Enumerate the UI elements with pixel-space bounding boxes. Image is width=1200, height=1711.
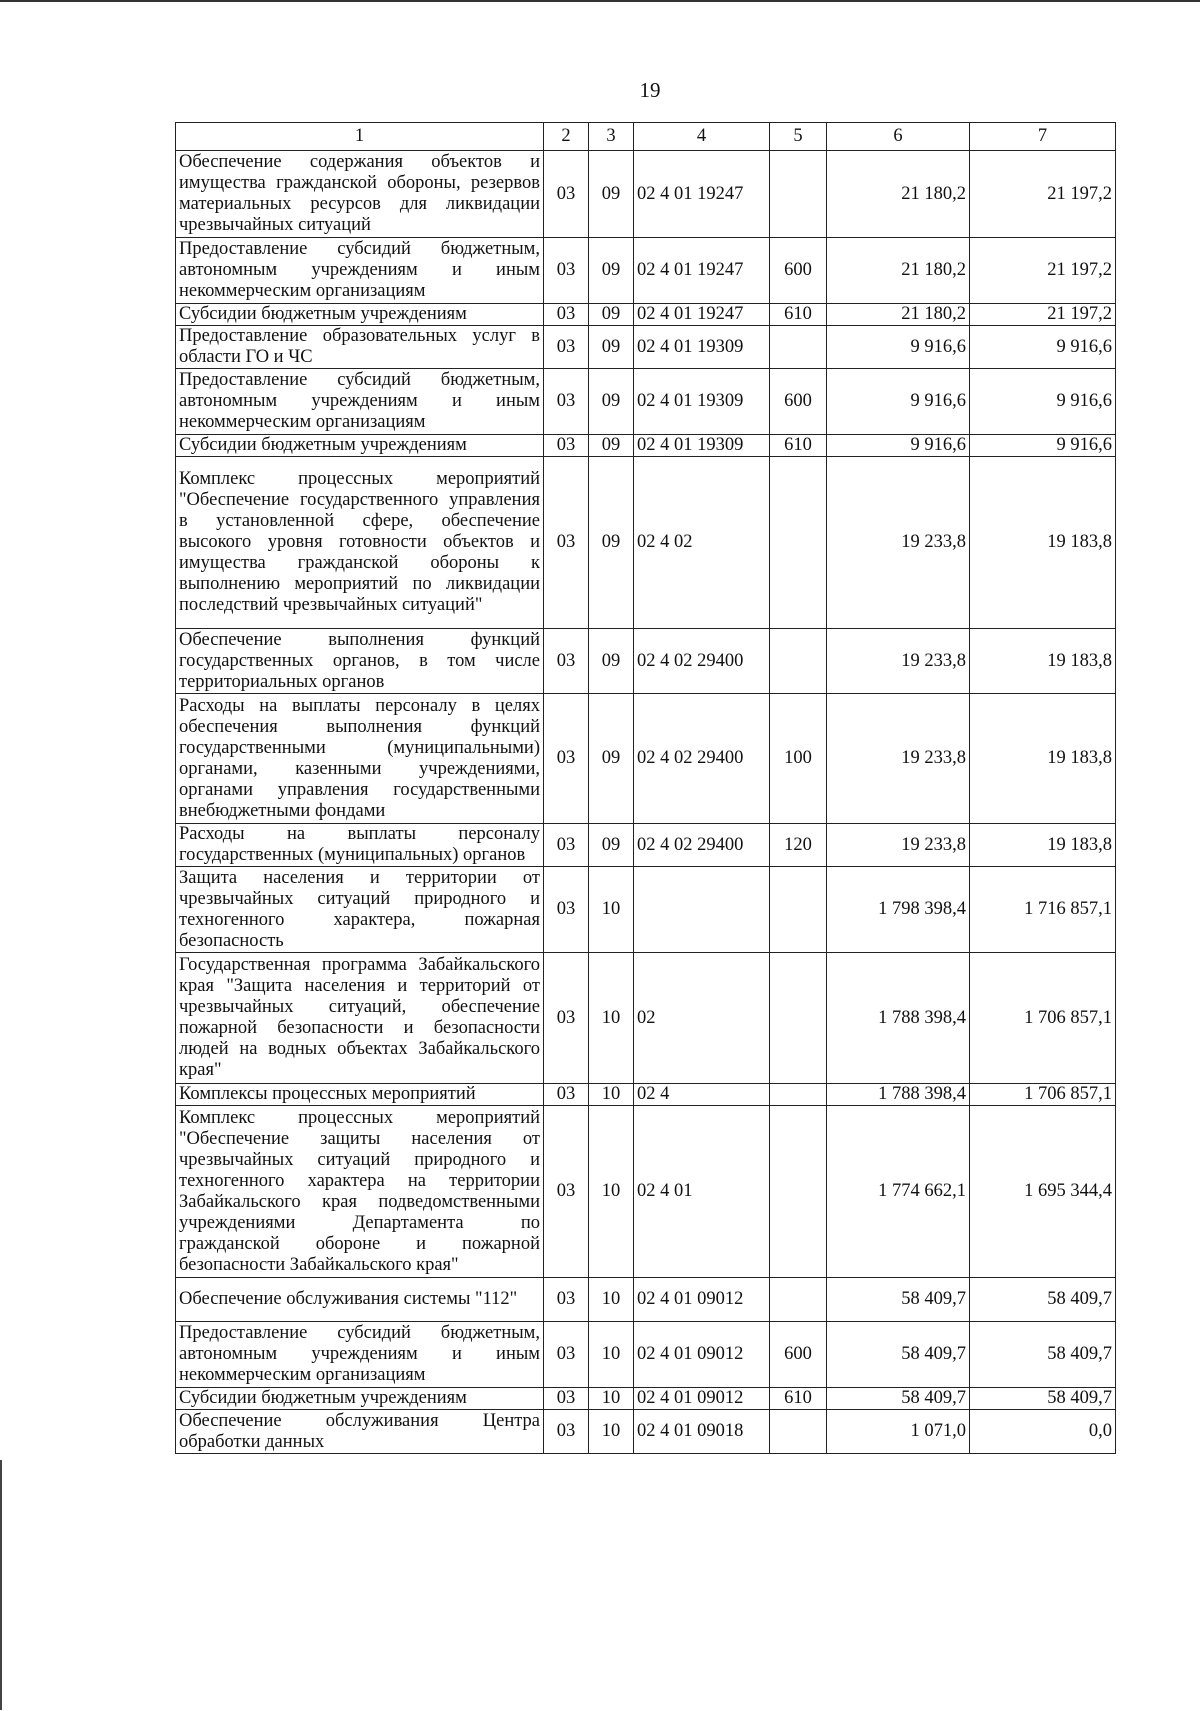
table-row	[176, 369, 1116, 435]
target-article-cell: 02 4 01 19309	[634, 435, 770, 457]
expense-type-cell	[770, 1278, 827, 1322]
expense-type-cell: 610	[770, 1388, 827, 1410]
table-row	[176, 1084, 1116, 1106]
subsection-code-cell: 09	[589, 824, 634, 867]
target-article-cell: 02 4 01 09012	[634, 1322, 770, 1388]
section-code-cell: 03	[544, 326, 589, 369]
expense-type-cell	[770, 629, 827, 694]
table-row	[176, 1322, 1116, 1388]
header-cell-7: 7	[970, 123, 1116, 151]
expense-type-cell	[770, 1084, 827, 1106]
section-code-cell: 03	[544, 1410, 589, 1454]
table-row	[176, 1278, 1116, 1322]
amount-year2-cell: 19 183,8	[970, 694, 1116, 824]
subsection-code-cell: 10	[589, 1388, 634, 1410]
amount-year1-cell: 9 916,6	[827, 326, 970, 369]
expense-name-cell: Обеспечение содержания объектов и имущества гражданской обороны, резервов материальных ресурсов для ликвидации чрезвычайных ситуаций	[176, 151, 544, 238]
section-code-cell: 03	[544, 238, 589, 304]
table-row	[176, 326, 1116, 369]
expense-type-cell	[770, 1106, 827, 1278]
budget-table	[175, 122, 1116, 1454]
target-article-cell: 02 4 01 19247	[634, 238, 770, 304]
target-article-cell: 02 4 01	[634, 1106, 770, 1278]
expense-type-cell	[770, 953, 827, 1084]
amount-year1-cell: 9 916,6	[827, 435, 970, 457]
amount-year1-cell: 19 233,8	[827, 824, 970, 867]
target-article-cell: 02 4 02 29400	[634, 694, 770, 824]
section-code-cell: 03	[544, 369, 589, 435]
header-cell-6: 6	[827, 123, 970, 151]
header-cell-1: 1	[176, 123, 544, 151]
section-code-cell: 03	[544, 457, 589, 629]
amount-year1-cell: 1 774 662,1	[827, 1106, 970, 1278]
section-code-cell: 03	[544, 953, 589, 1084]
expense-name-cell: Предоставление субсидий бюджетным, автономным учреждениям и иным некоммерческим организациям	[176, 369, 544, 435]
target-article-cell: 02 4 02	[634, 457, 770, 629]
expense-type-cell: 610	[770, 435, 827, 457]
amount-year1-cell: 1 798 398,4	[827, 867, 970, 953]
table-row	[176, 151, 1116, 238]
page-number: 19	[639, 78, 661, 102]
target-article-cell: 02 4 01 09012	[634, 1388, 770, 1410]
expense-name-cell: Обеспечение обслуживания системы "112"	[176, 1278, 544, 1322]
table-row	[176, 629, 1116, 694]
subsection-code-cell: 09	[589, 304, 634, 326]
amount-year2-cell: 21 197,2	[970, 151, 1116, 238]
expense-type-cell	[770, 457, 827, 629]
table-row	[176, 1106, 1116, 1278]
expense-type-cell: 600	[770, 1322, 827, 1388]
amount-year1-cell: 1 788 398,4	[827, 953, 970, 1084]
amount-year2-cell: 9 916,6	[970, 435, 1116, 457]
subsection-code-cell: 09	[589, 238, 634, 304]
subsection-code-cell: 10	[589, 1106, 634, 1278]
subsection-code-cell: 10	[589, 1322, 634, 1388]
section-code-cell: 03	[544, 867, 589, 953]
amount-year1-cell: 1 071,0	[827, 1410, 970, 1454]
expense-name-cell: Субсидии бюджетным учреждениям	[176, 435, 544, 457]
amount-year1-cell: 19 233,8	[827, 457, 970, 629]
table-row	[176, 694, 1116, 824]
section-code-cell: 03	[544, 1106, 589, 1278]
subsection-code-cell: 10	[589, 1278, 634, 1322]
section-code-cell: 03	[544, 824, 589, 867]
header-cell-3: 3	[589, 123, 634, 151]
expense-name-cell: Обеспечение обслуживания Центра обработки данных	[176, 1410, 544, 1454]
section-code-cell: 03	[544, 1278, 589, 1322]
amount-year2-cell: 1 706 857,1	[970, 953, 1116, 1084]
amount-year2-cell: 58 409,7	[970, 1322, 1116, 1388]
amount-year1-cell: 21 180,2	[827, 304, 970, 326]
section-code-cell: 03	[544, 694, 589, 824]
target-article-cell: 02 4 02 29400	[634, 629, 770, 694]
expense-type-cell: 100	[770, 694, 827, 824]
target-article-cell	[634, 867, 770, 953]
expense-name-cell: Предоставление субсидий бюджетным, автономным учреждениям и иным некоммерческим организациям	[176, 238, 544, 304]
expense-name-cell: Субсидии бюджетным учреждениям	[176, 304, 544, 326]
amount-year1-cell: 19 233,8	[827, 629, 970, 694]
amount-year2-cell: 1 695 344,4	[970, 1106, 1116, 1278]
target-article-cell: 02 4 01 09012	[634, 1278, 770, 1322]
table-row	[176, 435, 1116, 457]
expense-type-cell: 120	[770, 824, 827, 867]
amount-year1-cell: 9 916,6	[827, 369, 970, 435]
amount-year2-cell: 58 409,7	[970, 1388, 1116, 1410]
target-article-cell: 02 4 01 19309	[634, 326, 770, 369]
amount-year2-cell: 21 197,2	[970, 238, 1116, 304]
subsection-code-cell: 09	[589, 326, 634, 369]
target-article-cell: 02 4 01 09018	[634, 1410, 770, 1454]
table-row	[176, 1388, 1116, 1410]
section-code-cell: 03	[544, 1388, 589, 1410]
table-row	[176, 238, 1116, 304]
amount-year2-cell: 19 183,8	[970, 824, 1116, 867]
expense-name-cell: Расходы на выплаты персоналу государственных (муниципальных) органов	[176, 824, 544, 867]
target-article-cell: 02 4 01 19309	[634, 369, 770, 435]
target-article-cell: 02 4 01 19247	[634, 151, 770, 238]
amount-year1-cell: 1 788 398,4	[827, 1084, 970, 1106]
expense-name-cell: Государственная программа Забайкальского края "Защита населения и территорий от чрезвычайных ситуаций, обеспечение пожарной безопасности и безопасности людей на водных объектах Забайкальского края"	[176, 953, 544, 1084]
subsection-code-cell: 10	[589, 1084, 634, 1106]
amount-year1-cell: 21 180,2	[827, 238, 970, 304]
header-cell-4: 4	[634, 123, 770, 151]
amount-year2-cell: 19 183,8	[970, 457, 1116, 629]
amount-year2-cell: 58 409,7	[970, 1278, 1116, 1322]
subsection-code-cell: 09	[589, 369, 634, 435]
subsection-code-cell: 09	[589, 629, 634, 694]
expense-name-cell: Предоставление субсидий бюджетным, автономным учреждениям и иным некоммерческим организациям	[176, 1322, 544, 1388]
section-code-cell: 03	[544, 629, 589, 694]
expense-type-cell	[770, 326, 827, 369]
amount-year1-cell: 19 233,8	[827, 694, 970, 824]
amount-year1-cell: 58 409,7	[827, 1388, 970, 1410]
amount-year2-cell: 21 197,2	[970, 304, 1116, 326]
target-article-cell: 02 4 01 19247	[634, 304, 770, 326]
target-article-cell: 02 4 02 29400	[634, 824, 770, 867]
subsection-code-cell: 09	[589, 435, 634, 457]
table-row	[176, 304, 1116, 326]
section-code-cell: 03	[544, 1084, 589, 1106]
expense-type-cell	[770, 151, 827, 238]
header-cell-5: 5	[770, 123, 827, 151]
table-row	[176, 1410, 1116, 1454]
table-row	[176, 867, 1116, 953]
amount-year2-cell: 1 706 857,1	[970, 1084, 1116, 1106]
expense-name-cell: Расходы на выплаты персоналу в целях обеспечения выполнения функций государственными (муниципальными) органами, казенными учреждениями, органами управления государственными внебюджетными фондами	[176, 694, 544, 824]
amount-year1-cell: 58 409,7	[827, 1278, 970, 1322]
table-row	[176, 824, 1116, 867]
subsection-code-cell: 09	[589, 694, 634, 824]
expense-name-cell: Комплекс процессных мероприятий "Обеспечение государственного управления в установленной сфере, обеспечение высокого уровня готовности объектов и имущества гражданской обороны к выполнению мероприятий по ликвидации последствий чрезвычайных ситуаций"	[176, 457, 544, 629]
subsection-code-cell: 09	[589, 457, 634, 629]
target-article-cell: 02	[634, 953, 770, 1084]
section-code-cell: 03	[544, 304, 589, 326]
header-row	[176, 123, 1116, 151]
expense-name-cell: Обеспечение выполнения функций государственных органов, в том числе территориальных органов	[176, 629, 544, 694]
expense-type-cell: 600	[770, 238, 827, 304]
section-code-cell: 03	[544, 1322, 589, 1388]
subsection-code-cell: 10	[589, 953, 634, 1084]
expense-type-cell: 600	[770, 369, 827, 435]
section-code-cell: 03	[544, 435, 589, 457]
section-code-cell: 03	[544, 151, 589, 238]
expense-type-cell	[770, 867, 827, 953]
table-row	[176, 457, 1116, 629]
amount-year2-cell: 1 716 857,1	[970, 867, 1116, 953]
amount-year2-cell: 19 183,8	[970, 629, 1116, 694]
amount-year2-cell: 0,0	[970, 1410, 1116, 1454]
expense-name-cell: Комплекс процессных мероприятий "Обеспечение защиты населения от чрезвычайных ситуаций природного и техногенного характера на территории Забайкальского края подведомственными учреждениями Департамента по гражданской обороне и пожарной безопасности Забайкальского края"	[176, 1106, 544, 1278]
amount-year2-cell: 9 916,6	[970, 326, 1116, 369]
amount-year2-cell: 9 916,6	[970, 369, 1116, 435]
expense-name-cell: Субсидии бюджетным учреждениям	[176, 1388, 544, 1410]
scan-edge-top	[0, 0, 1200, 10]
subsection-code-cell: 09	[589, 151, 634, 238]
amount-year1-cell: 21 180,2	[827, 151, 970, 238]
amount-year1-cell: 58 409,7	[827, 1322, 970, 1388]
target-article-cell: 02 4	[634, 1084, 770, 1106]
header-cell-2: 2	[544, 123, 589, 151]
expense-name-cell: Защита населения и территории от чрезвычайных ситуаций природного и техногенного характера, пожарная безопасность	[176, 867, 544, 953]
expense-type-cell: 610	[770, 304, 827, 326]
expense-name-cell: Комплексы процессных мероприятий	[176, 1084, 544, 1106]
table-row	[176, 953, 1116, 1084]
subsection-code-cell: 10	[589, 1410, 634, 1454]
scan-edge-left	[0, 1460, 2, 1710]
expense-type-cell	[770, 1410, 827, 1454]
table-body	[176, 151, 1116, 1454]
subsection-code-cell: 10	[589, 867, 634, 953]
expense-name-cell: Предоставление образовательных услуг в области ГО и ЧС	[176, 326, 544, 369]
